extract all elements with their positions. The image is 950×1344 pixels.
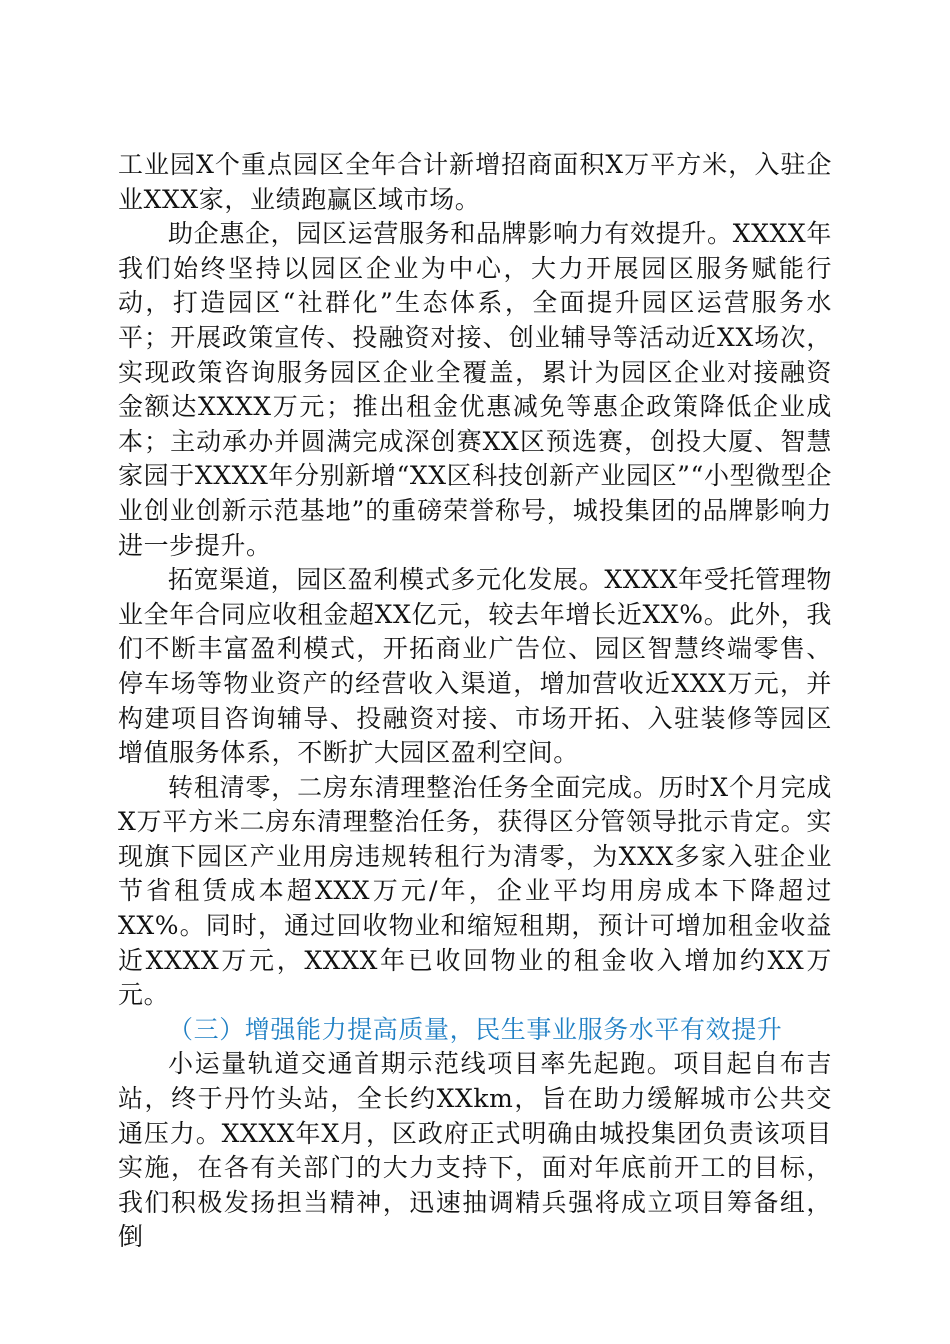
paragraph-profit-channels: 拓宽渠道，园区盈利模式多元化发展。XXXX年受托管理物业全年合同应收租金超XX亿元，较去年增长近XX%。此外，我们不断丰富盈利模式，开拓商业广告位、园区智慧终端零售、停车场等物业资产的经营收入渠道，增加营收近XXX万元，并构建项目咨询辅导、投融资对接、市场开拓、入驻装修等园区增值服务体系，不断扩大园区盈利空间。 [118,565,832,768]
paragraph-enterprise-support: 助企惠企，园区运营服务和品牌影响力有效提升。XXXX年我们始终坚持以园区企业为中心，大力开展园区服务赋能行动，打造园区“社群化”生态体系，全面提升园区运营服务水平；开展政策宣传、投融资对接、创业辅导等活动近XX场次，实现政策咨询服务园区企业全覆盖，累计为园区企业对接融资金额达XXXX万元；推出租金优惠减免等惠企政策降低企业成本；主动承办并圆满完成深创赛XX区预选赛，创投大厦、智慧家园于XXXX年分别新增“XX区科技创新产业园区”“小型微型企业创业创新示范基地”的重磅荣誉称号，城投集团的品牌影响力进一步提升。 [118,219,832,560]
paragraph-rail-transit: 小运量轨道交通首期示范线项目率先起跑。项目起自布吉站，终于丹竹头站，全长约XXkm，旨在助力缓解城市公共交通压力。XXXX年X月，区政府正式明确由城投集团负责该项目实施，在各有关部门的大力支持下，面对年底前开工的目标，我们积极发扬担当精神，迅速抽调精兵强将成立项目筹备组，倒 [118,1049,832,1252]
paragraph-sublease-cleanup: 转租清零，二房东清理整治任务全面完成。历时X个月完成X万平方米二房东清理整治任务，获得区分管领导批示肯定。实现旗下园区产业用房违规转租行为清零，为XXX多家入驻企业节省租赁成本超XXX万元/年，企业平均用房成本下降超过XX%。同时，通过回收物业和缩短租期，预计可增加租金收益近XXXX万元，XXXX年已收回物业的租金收入增加约XX万元。 [118,772,832,1010]
document-body [118,148,832,1255]
section-heading: （三）增强能力提高质量，民生事业服务水平有效提升 [168,1014,783,1044]
paragraph-continuation: 工业园X个重点园区全年合计新增招商面积X万平方米，入驻企业XXX家，业绩跑赢区域市场。 [118,150,832,214]
